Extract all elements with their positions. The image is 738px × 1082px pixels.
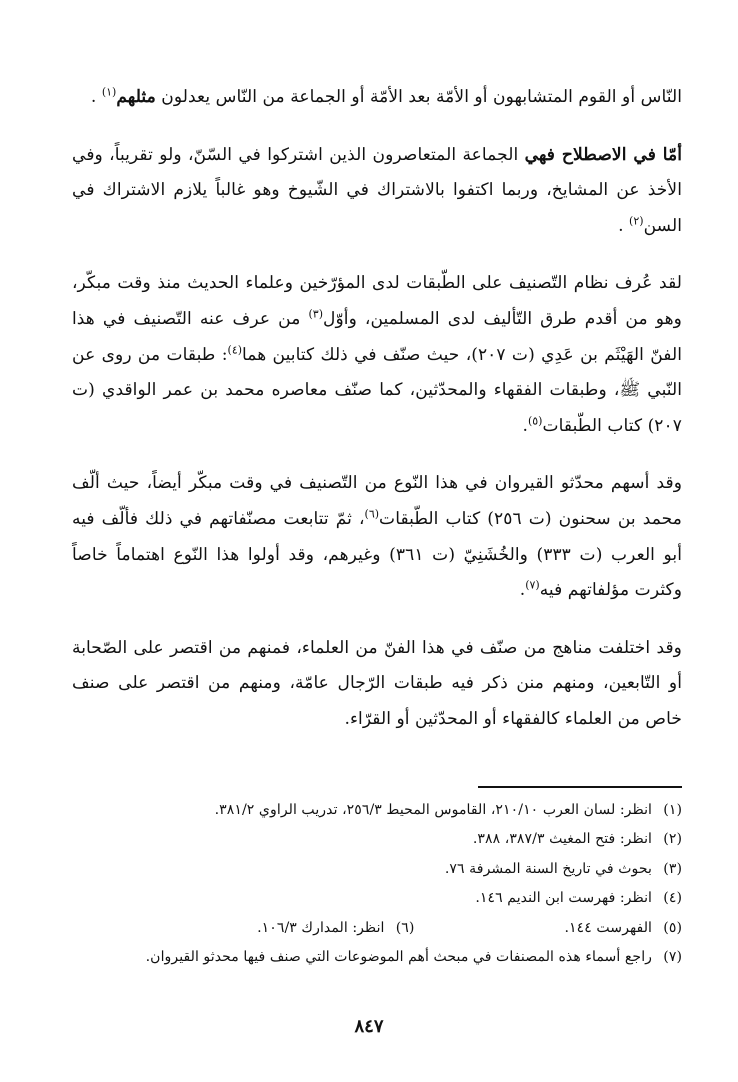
footnote-text: انظر: فتح المغيث ٣٨٧/٣، ٣٨٨. (472, 831, 652, 848)
paragraph-text: النّاس أو القوم المتشابهون أو الأمّة بعد الأمّة أو الجماعة من النّاس يعدلون (161, 87, 682, 107)
footnote-separator (478, 786, 682, 788)
footnote-2 (72, 825, 682, 854)
paragraph-methods (72, 631, 682, 738)
paragraph-text: الجماعة المتعاصرون الذين اشتركوا في السّنّ، ولو تقريباً، وفي الأخذ عن المشايخ، وربما اكتفوا بالاشتراك في الشّيوخ وهو غالباً يلازم الاشتراك في السن (72, 144, 682, 236)
page-number: ٨٤٧ (354, 1016, 384, 1037)
paragraph-lead: أمّا في الاصطلاح فهي (524, 144, 682, 165)
footnote-ref-5[interactable]: (٥) (527, 414, 543, 428)
footnotes (72, 796, 682, 972)
footnote-text-b: انظر: المدارك ١٠٦/٣. (257, 919, 385, 936)
footnote-ref-7[interactable]: (٧) (525, 578, 540, 592)
paragraph-definition-technical (72, 138, 682, 245)
footnote-number: (٢) (663, 831, 682, 848)
footnote-text: انظر: لسان العرب ٢١٠/١٠، القاموس المحيط ٢٥٦/٣، تدريب الراوي ٣٨١/٢. (214, 802, 652, 818)
paragraph-text-2: ، ثمّ تتابعت مصنّفاتهم في ذلك فألّف فيه أبو العرب (ت ٣٣٣) والخُشَنِيّ (ت ٣٦١) وغيرهم، وقد أولوا هذا النّوع اهتماماً خاصاً وكثرت مؤلفاتهم فيه (72, 508, 682, 601)
footnote-text: الفهرست ١٤٤. (564, 919, 652, 936)
paragraph-text-2: من عرف عنه التّصنيف في هذا الفنّ الهَيْثَم بن عَدِي (ت ٢٠٧)، حيث صنّف في ذلك كتابين هما (72, 308, 682, 365)
footnote-text: راجع أسماء هذه المصنفات في مبحث أهم الموضوعات التي صنف فيها محدثو القيروان. (145, 949, 652, 966)
footnote-ref-6[interactable]: (٦) (364, 507, 380, 521)
footnote-number: (٤) (663, 890, 682, 907)
paragraph-text: وقد أسهم محدّثو القيروان في هذا النّوع من التّصنيف في وقت مبكّر أيضاً، حيث ألّف محمد بن سحنون (ت ٢٥٦) كتاب الطّبقات (72, 473, 682, 529)
footnote-ref-1[interactable]: (١) (101, 85, 117, 99)
paragraph-definition-linguistic (72, 80, 682, 116)
footnote-text: انظر: فهرست ابن النديم ١٤٦. (475, 890, 652, 907)
paragraph-tail: . (522, 415, 528, 436)
footnote-5-6 (72, 914, 682, 943)
footnote-number: (١) (663, 802, 682, 818)
footnote-ref-2[interactable]: (٢) (629, 214, 644, 228)
paragraph-text: وقد اختلفت مناهج من صنّف في هذا الفنّ من العلماء، فمنهم من اقتصر على الصّحابة أو التّابعين، ومنهم منن ذكر فيه طبقات الرّجال عامّة، ومنهم من اقتصر على صنف خاص من العلماء كالفقهاء أو المحدّثين أو القرّاء. (72, 637, 682, 729)
paragraph-text-3: : طبقات من روى عن النّبي ﷺ، وطبقات الفقهاء والمحدّثين، كما صنّف معاصره محمد بن عمر الواقدي (ت ٢٠٧) كتاب الطّبقات (72, 344, 682, 436)
footnote-ref-3[interactable]: (٣) (308, 307, 323, 321)
footnote-3 (72, 855, 682, 884)
footnote-text: بحوث في تاريخ السنة المشرفة ٧٦. (444, 860, 652, 877)
paragraph-bold-word: مثلهم (116, 87, 156, 107)
footnote-number: (٥) (663, 919, 682, 936)
paragraph-kairouan (72, 466, 682, 608)
footnote-7 (72, 943, 682, 972)
page-body (72, 80, 682, 760)
footnote-number-b: (٦) (395, 919, 415, 936)
paragraph-tail: . (90, 87, 102, 107)
footnote-number: (٣) (663, 860, 682, 877)
footnote-number: (٧) (663, 949, 682, 966)
paragraph-tail: . (519, 580, 526, 601)
paragraph-text: لقد عُرف نظام التّصنيف على الطّبقات لدى المؤرّخين وعلماء الحديث منذ وقت مبكّر، وهو من أقدم طرق التّأليف لدى المسلمين، وأوّل (72, 273, 682, 329)
footnote-1 (72, 796, 682, 825)
paragraph-history (72, 266, 682, 444)
footnote-ref-4[interactable]: (٤) (227, 342, 243, 356)
paragraph-tail: . (618, 215, 630, 236)
footnote-4 (72, 884, 682, 913)
